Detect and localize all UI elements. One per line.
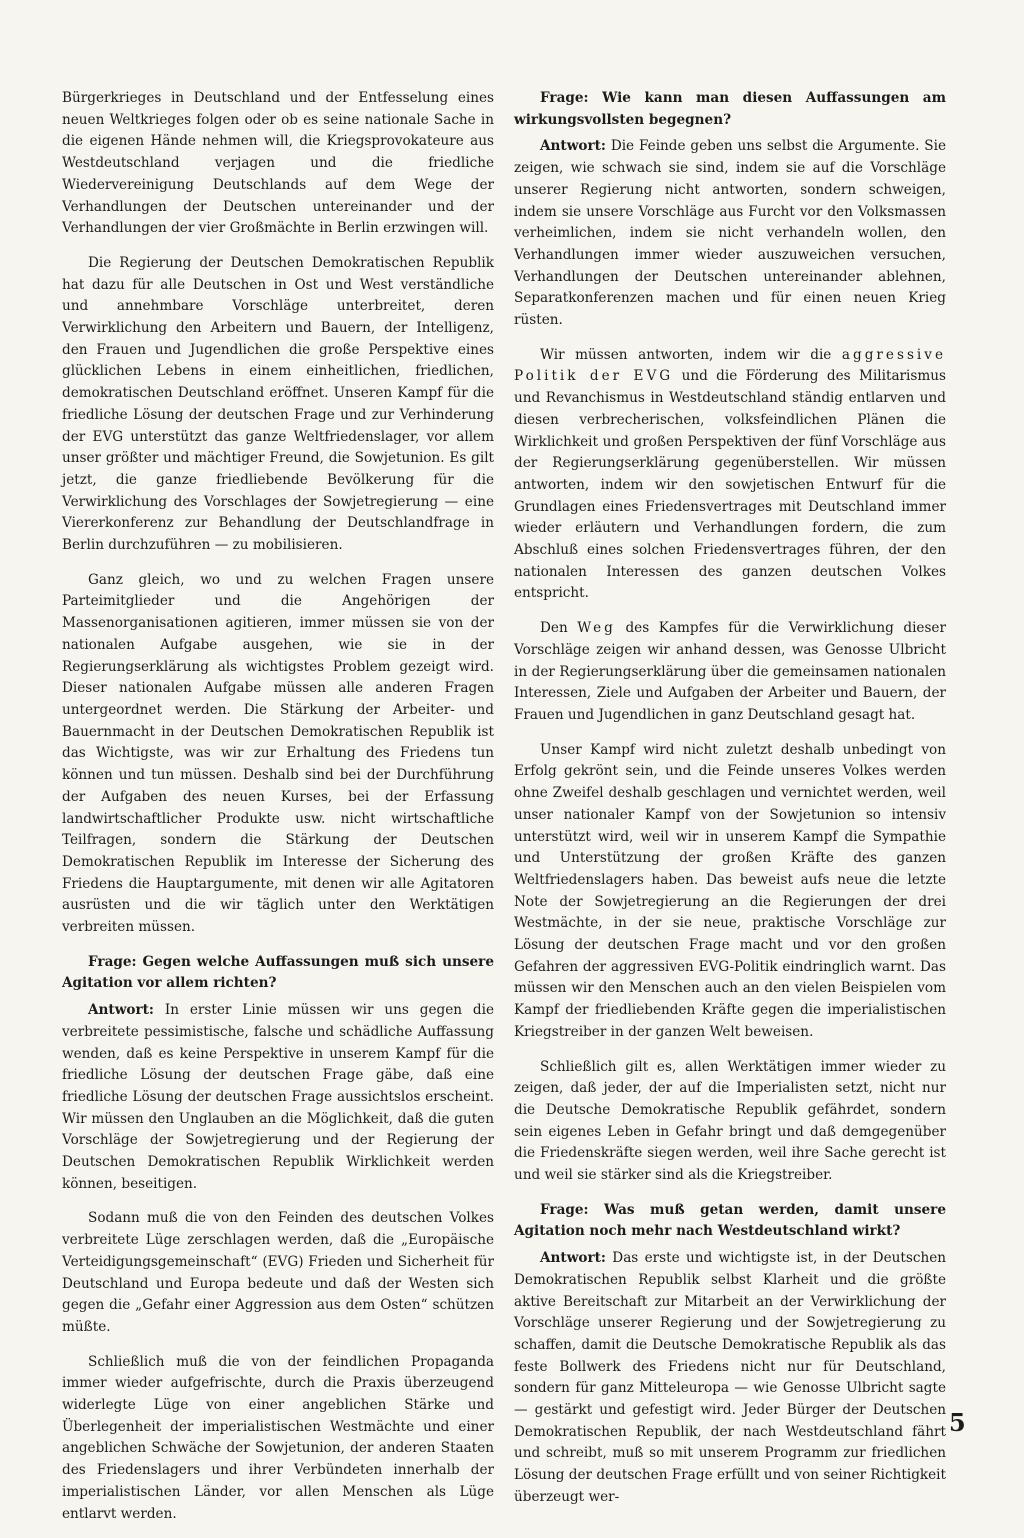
paragraph: Schließlich muß die von der feindlichen Propaganda immer wieder aufgefrischte, durch die Praxis überzeugend widerlegte Lüge von einer angeblichen Stärke und Überlegenheit der imperialistischen Westmächte und einer angeblichen Schwäche der Sowjetunion, der anderen Staaten des Friedenslagers und ihrer Verbündeten innerhalb der imperialistischen Länder, vor allen Menschen als Lüge entlarvt werden.	[62, 1353, 494, 1522]
paragraph: Die Regierung der Deutschen Demokratischen Republik hat dazu für alle Deutschen in Ost und West verständliche und annehmbare Vorschläge unterbreitet, deren Verwirklichung den Arbeitern und Bauern, der Intelligenz, den Frauen und Jugendlichen die große Perspektive eines glücklichen Lebens in einem einheitlichen, friedlichen, demokratischen Deutschland eröffnet. Unseren Kampf für die friedliche Lösung der deutschen Frage und zur Verhinderung der EVG unterstützt das ganze Weltfriedenslager, vor allem unser größter und mächtiger Freund, die Sowjetunion. Es gilt jetzt, die ganze friedliebende Bevölkerung für die Verwirklichung des Vorschlages der Sowjetregierung — eine Viererkonferenz zur Behandlung der Deutschlandfrage in Berlin durchzuführen — zu mobilisieren.	[62, 254, 494, 554]
answer-text: In erster Linie müssen wir uns gegen die verbreitete pessimistische, falsche und schädliche Auffassung wenden, daß es keine Perspektive in unserem Kampf für die friedliche Lösung der deutschen Frage gäbe, daß eine friedliche Lösung der deutschen Frage aussichtslos erscheint. Wir müssen den Unglauben an die Möglichkeit, daß die guten Vorschläge der Sowjetregierung und der Regierung der Deutschen Demokratischen Republik Wirklichkeit werden können, beseitigen.	[62, 1002, 494, 1192]
paragraph	[514, 345, 946, 605]
answer-paragraph	[514, 136, 946, 331]
emphasis-text: aggressive Politik der EVG	[514, 346, 946, 385]
paragraph-text: des Kampfes für die Verwirklichung dieser Vorschläge zeigen wir anhand dessen, was Genosse Ulbricht in der Regierungserklärung über die gemeinsamen nationalen Interessen, Ziele und Aufgaben der Arbeiter und Bauern, der Frauen und Jugendlichen in ganz Deutschland gesagt hat.	[514, 620, 946, 723]
emphasis-text: Weg	[577, 620, 616, 637]
answer-paragraph	[514, 1248, 946, 1508]
question-heading: Frage: Wie kann man diesen Auffassungen am wirkungsvollsten begegnen?	[514, 90, 946, 128]
paragraph: Bürgerkrieges in Deutschland und der Entfesselung eines neuen Weltkrieges folgen oder ob es seine nationale Sache in die eigenen Hände nehmen will, die Kriegsprovokateure aus Westdeutschland verjagen und die friedliche Wiedervereinigung Deutschlands auf dem Wege der Verhandlungen der Deutschen untereinander und der Verhandlungen der vier Großmächte in Berlin erzwingen will.	[62, 90, 494, 237]
paragraph: Ganz gleich, wo und zu welchen Fragen unsere Parteimitglieder und die Angehörigen der Massenorganisationen agitieren, immer müssen sie von der nationalen Aufgabe ausgehen, wie sie in der Regierungserklärung als wichtigstes Problem gezeigt wird. Dieser nationalen Aufgabe müssen alle anderen Fragen untergeordnet werden. Die Stärkung der Arbeiter- und Bauernmacht in der Deutschen Demokratischen Republik ist das Wichtigste, was wir zur Erhaltung des Friedens tun können und tun müssen. Deshalb sind bei der Durchführung der Aufgaben des neuen Kurses, bei der Erfassung landwirtschaftlicher Produkte usw. nicht wirtschaftliche Teilfragen, sondern die Stärkung der Deutschen Demokratischen Republik im Interesse der Sicherung des Friedens die Hauptargumente, mit denen wir alle Agitatoren ausrüsten und die wir täglich unter den Werktätigen verbreiten müssen.	[62, 571, 494, 936]
paragraph: Sodann muß die von den Feinden des deutschen Volkes verbreitete Lüge zerschlagen werden, daß die „Europäische Verteidigungsgemeinschaft“ (EVG) Frieden und Sicherheit für Deutschland und Europa bedeute und daß der Westen sich gegen die „Gefahr einer Aggression aus dem Osten“ schützen müßte.	[62, 1210, 494, 1335]
paragraph	[514, 618, 946, 727]
answer-paragraph	[62, 1000, 494, 1195]
question-heading: Frage: Was muß getan werden, damit unsere Agitation noch mehr nach Westdeutschland wirkt?	[514, 1201, 946, 1240]
page-number: 5	[949, 1408, 966, 1437]
answer-label: Antwort:	[540, 138, 606, 155]
answer-text: Die Feinde geben uns selbst die Argumente. Sie zeigen, wie schwach sie sind, indem sie auf die Vorschläge unserer Regierung nicht antworten, sondern schweigen, indem sie unsere Vorschläge aus Furcht vor den Volksmassen verheimlichen, indem sie nicht verhandeln wollen, den Verhandlungen immer wieder auszuweichen versuchen, Verhandlungen der Deutschen untereinander ablehnen, Separatkonferenzen machen und für einen neuen Krieg rüsten.	[514, 138, 946, 329]
paragraph-text: Wir müssen antworten, indem wir die	[540, 346, 832, 363]
answer-text: Das erste und wichtigste ist, in der Deutschen Demokratischen Republik selbst Klarheit und die größte aktive Bereitschaft zur Mitarbeit an der Verwirklichung der Vorschläge unserer Regierung und der Sowjetregierung zu schaffen, damit die Deutsche Demokratische Republik als das feste Bollwerk des Friedens nicht nur für Deutschland, sondern für ganz Mitteleuropa — wie Genosse Ulbricht sagte — gestärkt und gefestigt wird. Jeder Bürger der Deutschen Demokratischen Republik, der nach Westdeutschland fährt und schreibt, muß so mit unserem Programm zur friedlichen Lösung der deutschen Frage erfüllt und von seiner Richtigkeit überzeugt wer-	[514, 1250, 946, 1505]
answer-label: Antwort:	[540, 1250, 606, 1267]
question-heading: Frage: Gegen welche Auffassungen muß sich unsere Agitation vor allem richten?	[62, 953, 494, 992]
left-column	[62, 88, 494, 1538]
right-column	[514, 88, 946, 1522]
paragraph: Schließlich gilt es, allen Werktätigen immer wieder zu zeigen, daß jeder, der auf die Imperialisten setzt, nicht nur die Deutsche Demokratische Republik gefährdet, sondern sein eigenes Leben in Gefahr bringt und daß demgegenüber die Friedenskräfte siegen werden, weil ihre Sache gerecht ist und weil sie stärker sind als die Kriegstreiber.	[514, 1058, 946, 1184]
paragraph: Unser Kampf wird nicht zuletzt deshalb unbedingt von Erfolg gekrönt sein, und die Feinde unseres Volkes werden ohne Zweifel deshalb geschlagen und vernichtet werden, weil unser nationaler Kampf von der Sowjetunion so intensiv unterstützt wird, weil wir in unserem Kampf die Sympathie und Unterstützung der großen Kräfte des ganzen Weltfriedenslagers haben. Das beweist aufs neue die letzte Note der Sowjetregierung an die Regierungen der drei Westmächte, in der sie neue, praktische Vorschläge zur Lösung der deutschen Frage macht und vor den großen Gefahren der aggressiven EVG-Politik eindringlich warnt. Das müssen wir den Menschen auch an den vielen Beispielen vom Kampf der friedliebenden Kräfte gegen die imperialistischen Kriegstreiber in der ganzen Welt beweisen.	[514, 741, 946, 1040]
paragraph-text: und die Förderung des Militarismus und Revanchismus in Westdeutschland ständig entlarven und diesen verbrecherischen, volksfeindlichen Plänen die Wirklichkeit und großen Perspektiven der fünf Vorschläge aus der Regierungserklärung gegenüberstellen. Wir müssen antworten, indem wir den sowjetischen Entwurf für die Grundlagen eines Friedensvertrages mit Deutschland immer wieder erläutern und Verhandlungen fordern, die zum Abschluß eines solchen Friedensvertrages führen, der den nationalen Interessen des ganzen deutschen Volkes entspricht.	[514, 368, 946, 602]
paragraph-text: Den	[540, 620, 568, 637]
answer-label: Antwort:	[88, 1002, 154, 1019]
